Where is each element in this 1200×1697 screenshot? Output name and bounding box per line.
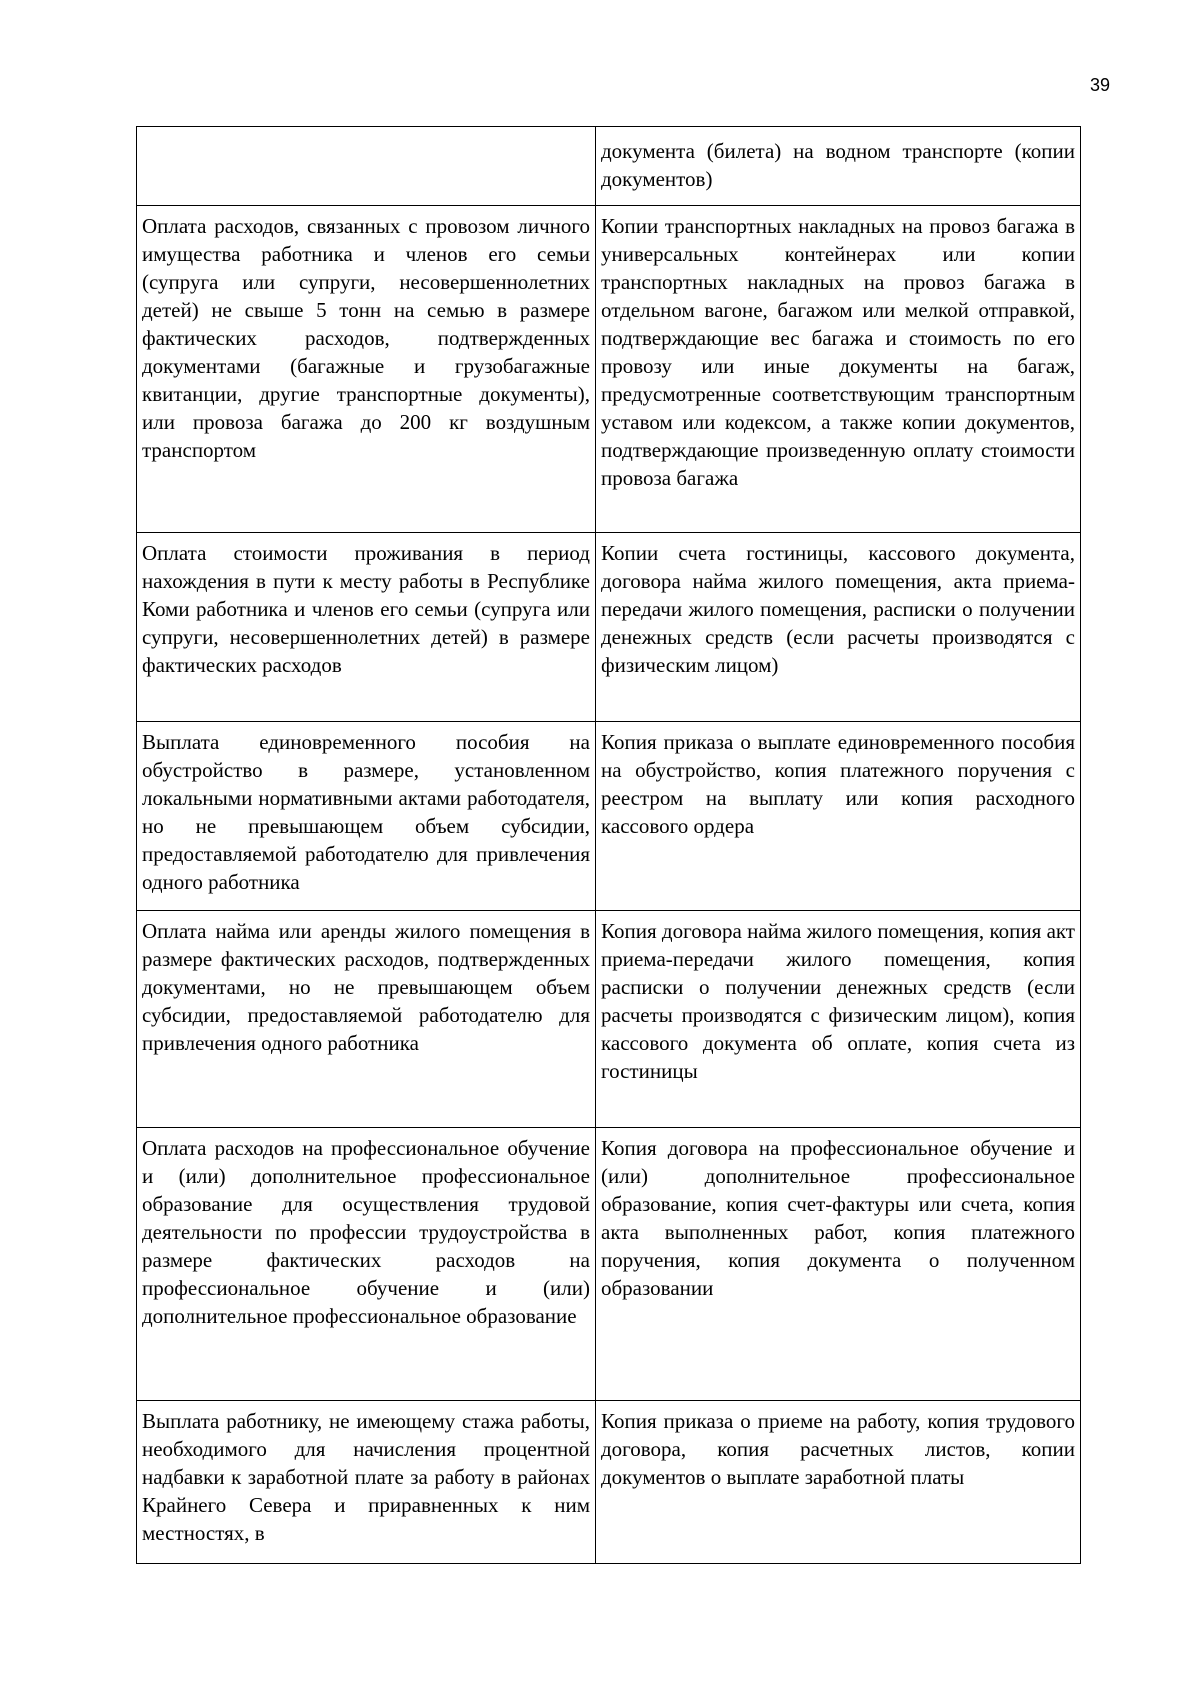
table-row: [137, 911, 1081, 1128]
table-row: [137, 722, 1081, 911]
documents-cell: Копии транспортных накладных на провоз багажа в универсальных контейнерах или копии транспортных накладных на провоз багажа в отдельном вагоне, багажом или мелкой отправкой, подтверждающие вес багажа и стоимость по его провозу или иные документы на багаж, предусмотренные соответствующим транспортным уставом или кодексом, а также копии документов, подтверждающие произведенную оплату стоимости провоза багажа: [596, 206, 1081, 533]
documents-cell: Копия приказа о приеме на работу, копия трудового договора, копия расчетных листов, копии документов о выплате заработной платы: [596, 1401, 1081, 1564]
documents-cell: документа (билета) на водном транспорте (копии документов): [596, 127, 1081, 206]
expense-cell: [137, 127, 596, 206]
documents-cell: Копия договора найма жилого помещения, копия акт приема-передачи жилого помещения, копия расписки о получении денежных средств (если расчеты производятся с физическим лицом), копия кассового документа об оплате, копия счета из гостиницы: [596, 911, 1081, 1128]
expense-cell: Оплата стоимости проживания в период нахождения в пути к месту работы в Республике Коми работника и членов его семьи (супруга или супруги, несовершеннолетних детей) в размере фактических расходов: [137, 533, 596, 722]
expense-cell: Выплата единовременного пособия на обустройство в размере, установленном локальными нормативными актами работодателя, но не превышающем объем субсидии, предоставляемой работодателю для привлечения одного работника: [137, 722, 596, 911]
table-row: [137, 1401, 1081, 1564]
page-number: 39: [1090, 75, 1111, 95]
expense-cell: Выплата работнику, не имеющему стажа работы, необходимого для начисления процентной надбавки к заработной плате за работу в районах Крайнего Севера и приравненных к ним местностях, в: [137, 1401, 596, 1564]
table-row: [137, 127, 1081, 206]
documents-cell: Копии счета гостиницы, кассового документа, договора найма жилого помещения, акта приема-передачи жилого помещения, расписки о получении денежных средств (если расчеты производятся с физическим лицом): [596, 533, 1081, 722]
documents-cell: Копия договора на профессиональное обучение и (или) дополнительное профессиональное образование, копия счет-фактуры или счета, копия акта выполненных работ, копия платежного поручения, копия документа о полученном образовании: [596, 1128, 1081, 1401]
table-row: [137, 533, 1081, 722]
documents-table: [136, 126, 1081, 1564]
expense-cell: Оплата расходов, связанных с провозом личного имущества работника и членов его семьи (супруга или супруги, несовершеннолетних детей) не свыше 5 тонн на семью в размере фактических расходов, подтвержденных документами (багажные и грузобагажные квитанции, другие транспортные документы), или провоза багажа до 200 кг воздушным транспортом: [137, 206, 596, 533]
documents-cell: Копия приказа о выплате единовременного пособия на обустройство, копия платежного поручения с реестром на выплату или копия расходного кассового ордера: [596, 722, 1081, 911]
expense-cell: Оплата расходов на профессиональное обучение и (или) дополнительное профессиональное образование для осуществления трудовой деятельности по профессии трудоустройства в размере фактических расходов на профессиональное обучение и (или) дополнительное профессиональное образование: [137, 1128, 596, 1401]
expense-cell: Оплата найма или аренды жилого помещения в размере фактических расходов, подтвержденных документами, но не превышающем объем субсидии, предоставляемой работодателю для привлечения одного работника: [137, 911, 596, 1128]
table-row: [137, 206, 1081, 533]
table-row: [137, 1128, 1081, 1401]
